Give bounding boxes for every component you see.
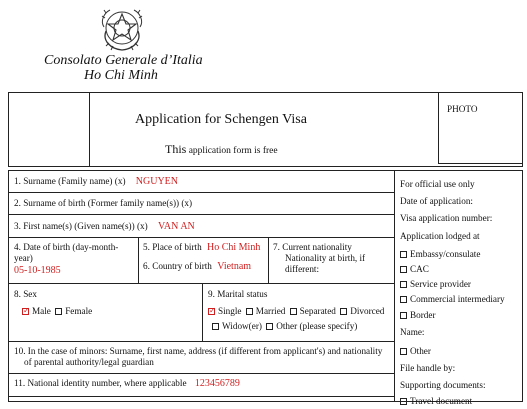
national-id-value: 123456789 xyxy=(194,378,240,389)
marital-single-label: Single xyxy=(218,306,242,316)
dob-label-line1: 4. Date of birth (day-month- xyxy=(14,242,119,252)
first-name-label: 3. First name(s) (Given name(s)) (x) xyxy=(14,221,148,231)
official-use-title: For official use only xyxy=(400,179,475,189)
nationality-label-line2: Nationality at birth, if xyxy=(285,253,366,263)
first-name-value: VAN AN xyxy=(158,221,195,232)
lodged-border: Border xyxy=(400,308,505,323)
docs-travel-document-checkbox[interactable] xyxy=(400,398,407,405)
marital-other-label: Other (please specify) xyxy=(276,321,358,331)
marital-other-checkbox[interactable] xyxy=(266,323,273,330)
field-surname-at-birth[interactable] xyxy=(14,198,192,209)
marital-options-row1 xyxy=(208,306,384,317)
photo-box xyxy=(438,92,523,164)
marital-married-label: Married xyxy=(255,306,286,316)
nationality-label-line3: different: xyxy=(285,264,320,274)
sex-male-checkbox[interactable] xyxy=(22,308,29,315)
lodged-commercial-checkbox[interactable] xyxy=(400,296,407,303)
lodged-commercial: Commercial intermediary xyxy=(400,292,505,307)
place-of-birth-value: Ho Chi Minh xyxy=(206,242,261,253)
field-surname[interactable] xyxy=(14,176,178,187)
marital-separated-label: Separated xyxy=(299,306,336,316)
lodged-embassy-checkbox[interactable] xyxy=(400,251,407,258)
field-place-of-birth[interactable] xyxy=(143,242,260,253)
marital-separated-checkbox[interactable] xyxy=(290,308,297,315)
date-of-application-label: Date of application: xyxy=(400,196,473,207)
field-national-id[interactable] xyxy=(14,378,240,389)
sex-female-label: Female xyxy=(65,306,93,316)
sex-label: 8. Sex xyxy=(14,289,37,299)
file-handled-label: File handle by: xyxy=(400,363,456,374)
sex-male-label: Male xyxy=(32,306,51,316)
form-subtitle: This application form is free xyxy=(165,142,278,156)
national-id-label: 11. National identity number, where applicable xyxy=(14,378,187,388)
guardian-label-line1: 10. In the case of minors: Surname, first name, address (if different from applicant's) and nationality xyxy=(14,346,383,356)
lodged-at-label: Application lodged at xyxy=(400,230,480,241)
dob-value: 05-10-1985 xyxy=(14,265,61,276)
name-label: Name: xyxy=(400,326,425,337)
marital-divorced-label: Divorced xyxy=(350,306,385,316)
surname-value: NGUYEN xyxy=(135,176,179,187)
guardian-label-line2: of parental authority/legal guardian xyxy=(24,357,154,367)
dob-label-line2: year) xyxy=(14,253,33,263)
sex-female-checkbox[interactable] xyxy=(55,308,62,315)
field-first-name[interactable] xyxy=(14,221,195,232)
field-nationality[interactable] xyxy=(273,242,365,275)
sex-options xyxy=(22,306,92,317)
marital-single-checkbox[interactable] xyxy=(208,308,215,315)
consulate-name: Consolato Generale d’Italia xyxy=(44,53,203,68)
field-country-of-birth[interactable] xyxy=(143,261,251,272)
surname-label: 1. Surname (Family name) (x) xyxy=(14,176,126,186)
lodged-border-checkbox[interactable] xyxy=(400,312,407,319)
place-of-birth-label: 5. Place of birth xyxy=(143,242,202,252)
marital-married-checkbox[interactable] xyxy=(246,308,253,315)
field-guardian[interactable] xyxy=(14,346,382,368)
marital-widow-label: Widow(er) xyxy=(222,321,262,331)
lodged-cac-checkbox[interactable] xyxy=(400,266,407,273)
photo-label: PHOTO xyxy=(447,104,478,114)
visa-number-label: Visa application number: xyxy=(400,213,493,224)
field-date-of-birth[interactable] xyxy=(14,242,118,276)
lodged-embassy: Embassy/consulate xyxy=(400,247,505,262)
country-of-birth-value: Vietnam xyxy=(217,261,252,272)
country-of-birth-label: 6. Country of birth xyxy=(143,261,212,271)
surname-at-birth-label: 2. Surname of birth (Former family name(s)) (x) xyxy=(14,198,193,208)
supporting-docs-label: Supporting documents: xyxy=(400,380,486,391)
lodged-service-provider: Service provider xyxy=(400,277,505,292)
form-title: Application for Schengen Visa xyxy=(135,112,307,127)
lodged-cac: CAC xyxy=(400,262,505,277)
lodged-other-checkbox[interactable] xyxy=(400,348,407,355)
italian-republic-emblem-icon xyxy=(97,3,147,53)
nationality-label-line1: 7. Current nationality xyxy=(273,242,352,252)
lodged-service-provider-checkbox[interactable] xyxy=(400,281,407,288)
marital-status-label: 9. Marital status xyxy=(208,289,268,299)
marital-widow-checkbox[interactable] xyxy=(212,323,219,330)
docs-travel-document: Travel document xyxy=(400,394,505,409)
consulate-city: Ho Chi Minh xyxy=(84,68,158,83)
lodged-other: Other xyxy=(400,344,505,359)
official-use-column xyxy=(400,176,505,409)
marital-options-row2 xyxy=(212,321,357,332)
marital-divorced-checkbox[interactable] xyxy=(340,308,347,315)
